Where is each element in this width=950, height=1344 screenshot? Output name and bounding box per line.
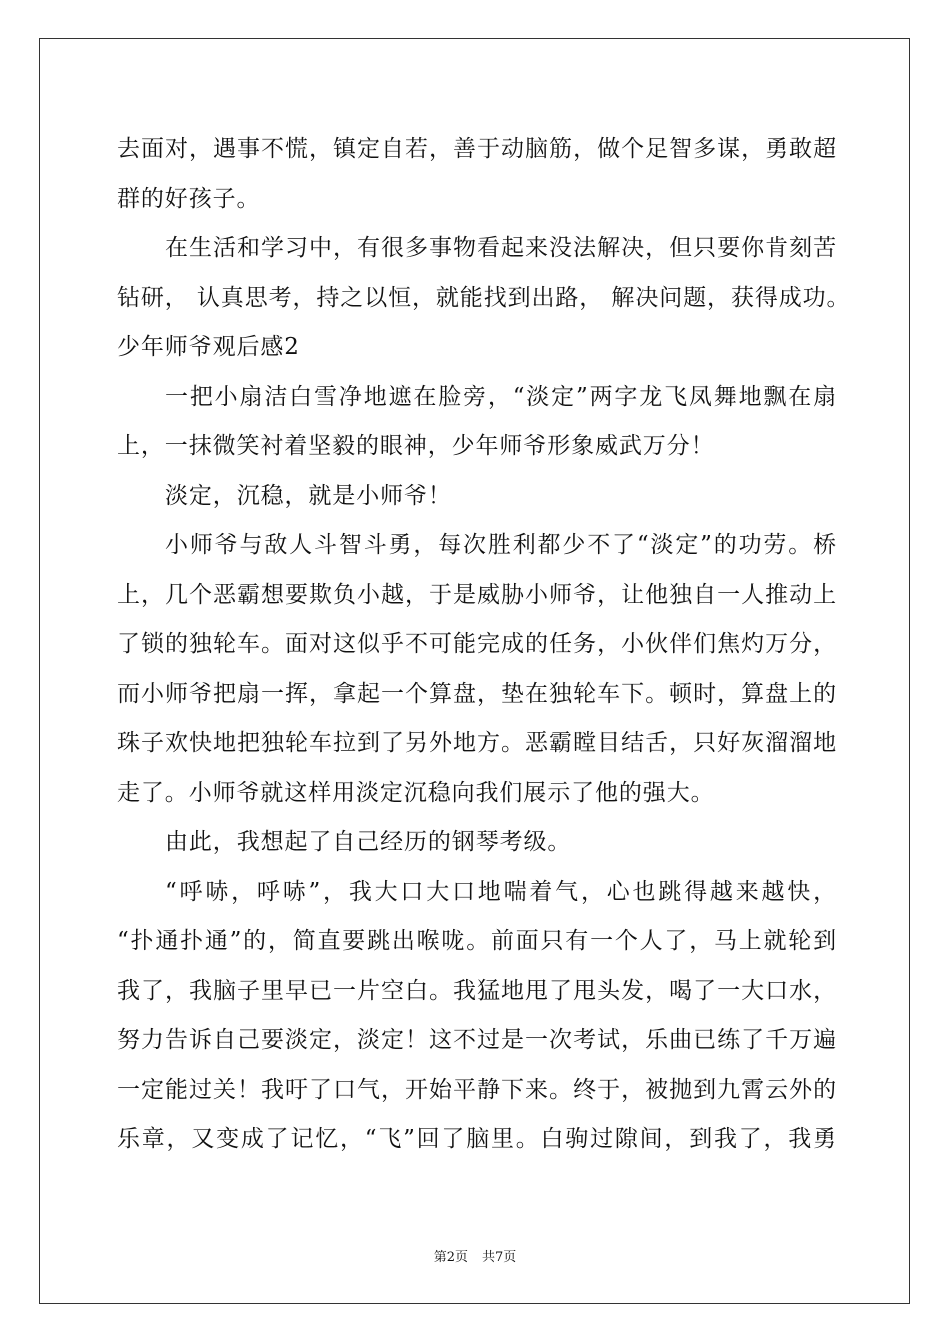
text-line: 了锁的独轮车。面对这似乎不可能完成的任务，小伙伴们焦灼万分， [117, 631, 837, 657]
text-line: 我了，我脑子里早已一片空白。我猛地甩了甩头发，喝了一大口水， [117, 977, 837, 1004]
text-line: 上，一抹微笑衬着坚毅的眼神，少年师爷形象威武万分！ [117, 433, 715, 459]
page-number: 第2页 [433, 1250, 468, 1265]
text-line: 群的好孩子。 [117, 185, 261, 212]
text-line: 在生活和学习中，有很多事物看起来没法解决，但只要你肯刻苦 [165, 235, 837, 261]
text-line: 上，几个恶霸想要欺负小越，于是威胁小师爷，让他独自一人推动上 [117, 581, 837, 608]
text-line: 一定能过关！我吁了口气，开始平静下来。终于，被抛到九霄云外的 [117, 1076, 837, 1103]
section-heading: 少年师爷观后感2 [117, 334, 300, 360]
text-line: 乐章，又变成了记忆，“飞”回了脑里。白驹过隙间，到我了，我勇 [117, 1126, 837, 1152]
text-line: 钻研， 认真思考，持之以恒，就能找到出路， 解决问题，获得成功。 [117, 284, 851, 311]
text-line: “呼哧，呼哧”，我大口大口地喘着气，心也跳得越来越快， [165, 878, 837, 905]
text-line: 而小师爷把扇一挥，拿起一个算盘，垫在独轮车下。顿时，算盘上的 [117, 680, 837, 707]
text-line: 小师爷与敌人斗智斗勇，每次胜利都少不了“淡定”的功劳。桥 [165, 532, 837, 558]
text-line: 走了。小师爷就这样用淡定沉稳向我们展示了他的强大。 [117, 779, 715, 806]
page-total: 共7页 [482, 1250, 517, 1265]
text-line: “扑通扑通”的，简直要跳出喉咙。前面只有一个人了，马上就轮到 [117, 928, 837, 954]
text-line: 去面对，遇事不慌，镇定自若，善于动脑筋，做个足智多谋，勇敢超 [117, 136, 837, 162]
text-line: 淡定，沉稳，就是小师爷！ [165, 482, 452, 509]
text-line: 珠子欢快地把独轮车拉到了另外地方。恶霸瞠目结舌，只好灰溜溜地 [117, 730, 837, 756]
text-line: 一把小扇洁白雪净地遮在脸旁，“淡定”两字龙飞凤舞地飘在扇 [165, 383, 837, 410]
page-footer [0, 1246, 950, 1265]
text-line: 努力告诉自己要淡定，淡定！这不过是一次考试，乐曲已练了千万遍 [117, 1027, 837, 1053]
document-body [117, 125, 851, 1165]
text-line: 由此，我想起了自己经历的钢琴考级。 [165, 829, 572, 855]
